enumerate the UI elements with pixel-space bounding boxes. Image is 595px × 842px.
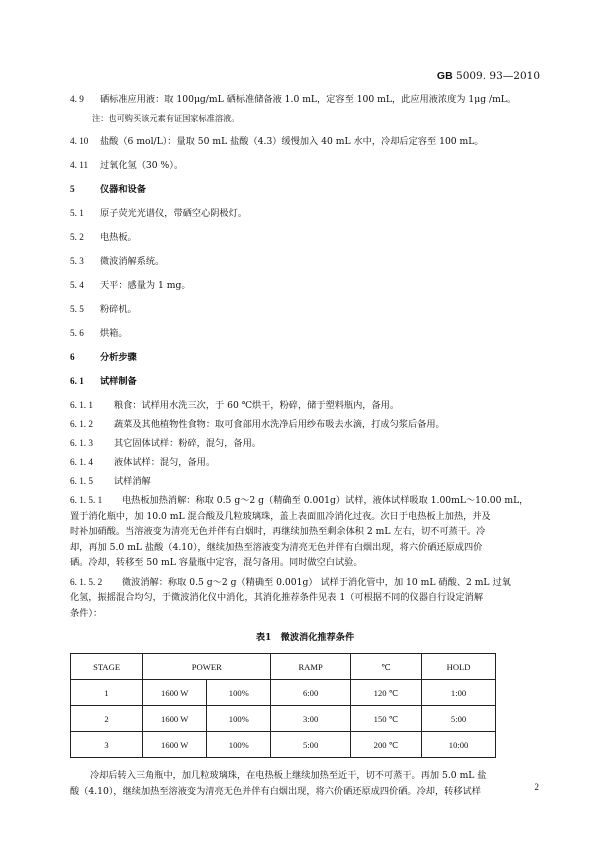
- trailing-paragraph: 冷却后转入三角瓶中，加几粒玻璃珠，在电热板上继续加热至近干，切不可蒸干。再加 5.0 mL 盐 酸（4.10），继续加热至溶液变为清亮无色并伴有白烟出现，将六价硒还原成四价硒。冷却，转移试样: [70, 770, 487, 797]
- item-4-9: 4. 9 硒标准应用液：取 100μg/mL 硒标准储备液 1.0 mL，定容至 100 mL，此应用液浓度为 1μg /mL。: [70, 94, 517, 105]
- digestion-conditions-table: [70, 653, 496, 758]
- item-6-1-2: 6. 1. 2 蔬菜及其他植物性食物：取可食部用水洗净后用纱布吸去水滴，打成匀浆后备用。: [70, 419, 445, 430]
- header-power: POWER: [143, 654, 271, 680]
- item-6-1-4: 6. 1. 4 液体试样：混匀，备用。: [70, 457, 216, 468]
- paragraph-6-1-5-1: 6. 1. 5. 1 电热板加热消解：称取 0.5 g～2 g（精确至 0.001g）试样，液体试样吸取 1.00mL～10.00 mL， 置于消化瓶中，加 10.0 mL 混合酸及几粒玻璃珠，盖上表面皿冷消化过夜。次日于电热板上加热，并及 时补加硝酸。当溶液变为清亮无色并伴有白烟时，再继续加热至剩余体积 2 mL 左右，切不可蒸干。冷 却，再加 5.0 mL 盐酸（4.10），继续加热至溶液变为清亮无色并伴有白烟出现，将六价硒还原成四价 硒。冷却，转移至 50 mL 容量瓶中定容，混匀备用。同时做空白试验。: [70, 495, 529, 568]
- note: 注：也可购买该元素有证国家标准溶液。: [92, 113, 240, 123]
- item-5-3: 5. 3 微波消解系统。: [70, 256, 165, 267]
- paragraph-6-1-5-2: 6. 1. 5. 2 微波消解：称取 0.5 g～2 g（精确至 0.001g） 试样于消化管中，加 10 mL 硝酸、2 mL 过氧 化氢，振摇混合均匀，于微波消化仪中消化，其消化推荐条件见表 1（可根据不同的仪器自行设定消解 条件）：: [70, 576, 511, 619]
- item-5-1: 5. 1 原子荧光光谱仪，带硒空心阴极灯。: [70, 208, 247, 219]
- header-hold: HOLD: [422, 654, 496, 680]
- item-5-4: 5. 4 天平：感量为 1 mg。: [70, 280, 191, 291]
- item-5-6: 5. 6 烘箱。: [70, 328, 128, 339]
- item-4-10: 4. 10 盐酸（6 mol/L）：量取 50 mL 盐酸（4.3）缓慢加入 40 mL 水中，冷却后定容至 100 mL。: [70, 136, 484, 147]
- table-header-row: [71, 654, 496, 680]
- table-row: 2 1600 W 100% 3:00 150 ℃ 5:00: [71, 706, 496, 732]
- section-5-heading: 5 仪器和设备: [70, 184, 146, 195]
- standard-prefix: GB: [436, 70, 453, 82]
- section-6-heading: 6 分析步骤: [70, 352, 137, 363]
- item-5-5: 5. 5 粉碎机。: [70, 304, 137, 315]
- header-ramp: RAMP: [271, 654, 350, 680]
- page-header: [437, 70, 540, 82]
- document-body: [70, 92, 540, 799]
- item-6-1-3: 6. 1. 3 其它固体试样：粉碎，混匀，备用。: [70, 438, 261, 449]
- standard-number: 5009. 93—2010: [456, 70, 540, 82]
- item-5-2: 5. 2 电热板。: [70, 232, 137, 243]
- page-number: 2: [534, 782, 539, 792]
- item-6-1-1: 6. 1. 1 粮食：试样用水洗三次，于 60 ℃烘干，粉碎，储于塑料瓶内，备用。: [70, 400, 400, 411]
- section-6-1-heading: 6. 1 试样制备: [70, 376, 137, 387]
- item-6-1-5: 6. 1. 5 试样消解: [70, 476, 151, 487]
- table-row: 1 1600 W 100% 6:00 120 ℃ 1:00: [71, 680, 496, 706]
- header-temp: ℃: [350, 654, 421, 680]
- table-caption: 表1 微波消化推荐条件: [255, 632, 355, 643]
- item-4-11: 4. 11 过氧化氢（30 %）。: [70, 160, 184, 171]
- header-stage: STAGE: [71, 654, 143, 680]
- table-row: 3 1600 W 100% 5:00 200 ℃ 10:00: [71, 732, 496, 758]
